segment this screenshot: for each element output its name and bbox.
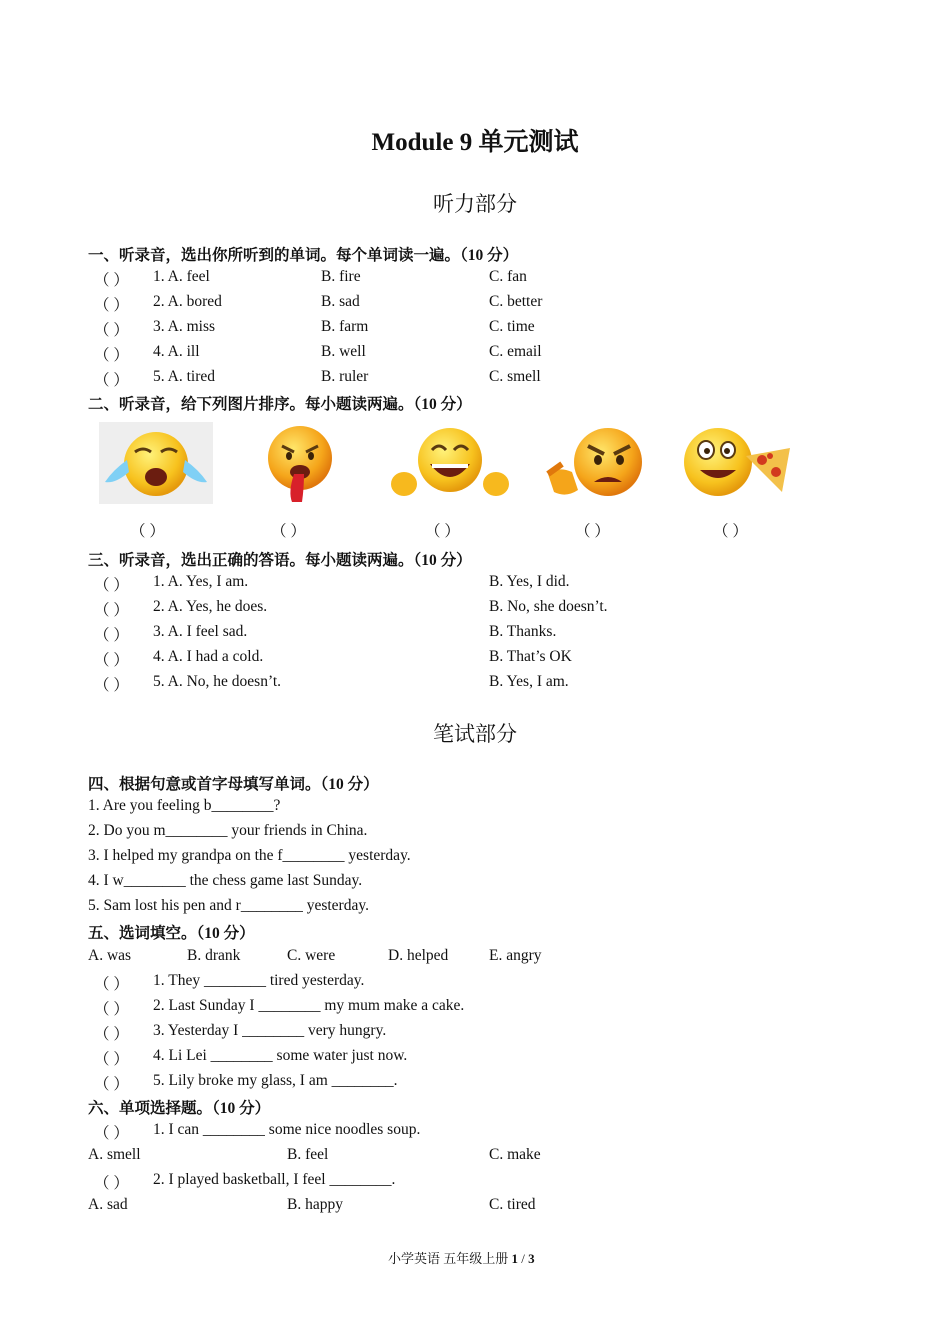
option-a: 5. A. tired (153, 368, 215, 385)
option-c: C. make (489, 1146, 541, 1163)
section-3-heading: 三、听录音，选出正确的答语。每小题读两遍。（10 分） (88, 552, 472, 569)
option-b: B. well (321, 343, 366, 360)
question-text: 1. I can ________ some nice noodles soup. (153, 1121, 421, 1138)
option-a: 2. A. bored (153, 293, 222, 310)
option-b: B. farm (321, 318, 369, 335)
option-b: B. feel (287, 1146, 329, 1163)
page-separator: / (518, 1251, 529, 1266)
option-a: 3. A. miss (153, 318, 216, 335)
page-title: Module 9 单元测试 (371, 129, 579, 156)
answer-paren[interactable]: （ ） (94, 652, 129, 669)
option-b: B. ruler (321, 368, 369, 385)
option-b: B. fire (321, 268, 361, 285)
fill-in-item: 4. I w________ the chess game last Sunday. (88, 872, 363, 889)
question-text: 2. Last Sunday I ________ my mum make a cake. (153, 997, 465, 1014)
word-option: A. was (88, 947, 132, 964)
section-2-heading: 二、听录音，给下列图片排序。每小题读两遍。（10 分） (88, 396, 472, 413)
answer-paren[interactable]: （ ） (94, 627, 129, 644)
option-a: 1. A. Yes, I am. (153, 573, 249, 590)
answer-paren[interactable]: （ ） (94, 372, 129, 389)
word-option: D. helped (388, 947, 449, 964)
answer-paren[interactable]: （ ） (94, 1076, 129, 1093)
sick-face-icon (262, 422, 340, 504)
answer-paren[interactable]: （ ） (94, 976, 129, 993)
angry-face-icon (546, 422, 650, 504)
laughing-face-icon (390, 422, 510, 504)
answer-paren[interactable]: （ ） (94, 272, 129, 289)
answer-paren[interactable]: （ ） (94, 322, 129, 339)
picture-paren-3[interactable]: （ ） (425, 523, 460, 540)
eating-pizza-face-icon (680, 422, 794, 504)
option-c: C. time (489, 318, 535, 335)
picture-paren-5[interactable]: （ ） (713, 523, 748, 540)
page-total: 3 (528, 1251, 535, 1266)
page-footer (388, 1248, 535, 1267)
fill-in-item: 1. Are you feeling b________? (88, 797, 281, 814)
option-c: C. fan (489, 268, 527, 285)
option-b: B. sad (321, 293, 360, 310)
answer-paren[interactable]: （ ） (94, 1026, 129, 1043)
picture-paren-4[interactable]: （ ） (575, 523, 610, 540)
option-a: 1. A. feel (153, 268, 210, 285)
answer-paren[interactable]: （ ） (94, 297, 129, 314)
option-c: C. smell (489, 368, 541, 385)
option-c: C. email (489, 343, 542, 360)
option-a: 4. A. I had a cold. (153, 648, 264, 665)
answer-paren[interactable]: （ ） (94, 1051, 129, 1068)
option-a: 4. A. ill (153, 343, 200, 360)
option-a: 5. A. No, he doesn’t. (153, 673, 282, 690)
question-text: 3. Yesterday I ________ very hungry. (153, 1022, 387, 1039)
option-a: A. smell (88, 1146, 141, 1163)
question-text: 4. Li Lei ________ some water just now. (153, 1047, 408, 1064)
section-6-heading: 六、单项选择题。（10 分） (88, 1100, 271, 1117)
listening-part-title: 听力部分 (433, 192, 517, 216)
fill-in-item: 3. I helped my grandpa on the f________ yesterday. (88, 847, 411, 864)
option-b: B. Yes, I did. (489, 573, 570, 590)
answer-paren[interactable]: （ ） (94, 577, 129, 594)
fill-in-item: 5. Sam lost his pen and r________ yesterday. (88, 897, 369, 914)
picture-paren-1[interactable]: （ ） (130, 523, 165, 540)
answer-paren[interactable]: （ ） (94, 347, 129, 364)
crying-face-icon (99, 422, 213, 504)
option-a: A. sad (88, 1196, 128, 1213)
option-a: 3. A. I feel sad. (153, 623, 248, 640)
word-option: E. angry (489, 947, 542, 964)
answer-paren[interactable]: （ ） (94, 602, 129, 619)
section-5-heading: 五、选词填空。（10 分） (88, 925, 255, 942)
page-number: 1 (511, 1251, 519, 1266)
answer-paren[interactable]: （ ） (94, 1001, 129, 1018)
section-1-heading: 一、听录音，选出你所听到的单词。每个单词读一遍。（10 分） (88, 247, 519, 264)
option-b: B. That’s OK (489, 648, 572, 665)
question-text: 2. I played basketball, I feel ________. (153, 1171, 396, 1188)
answer-paren[interactable]: （ ） (94, 1125, 129, 1142)
option-b: B. Thanks. (489, 623, 557, 640)
section-4-heading: 四、根据句意或首字母填写单词。（10 分） (88, 776, 379, 793)
question-text: 5. Lily broke my glass, I am ________. (153, 1072, 398, 1089)
option-c: C. tired (489, 1196, 536, 1213)
writing-part-title: 笔试部分 (433, 722, 517, 746)
question-text: 1. They ________ tired yesterday. (153, 972, 365, 989)
word-option: C. were (287, 947, 336, 964)
option-b: B. Yes, I am. (489, 673, 569, 690)
word-option: B. drank (187, 947, 241, 964)
fill-in-item: 2. Do you m________ your friends in China. (88, 822, 368, 839)
option-c: C. better (489, 293, 543, 310)
option-b: B. happy (287, 1196, 343, 1213)
picture-paren-2[interactable]: （ ） (271, 523, 306, 540)
option-b: B. No, she doesn’t. (489, 598, 608, 615)
answer-paren[interactable]: （ ） (94, 677, 129, 694)
footer-label: 小学英语 五年级上册 (388, 1251, 512, 1266)
option-a: 2. A. Yes, he does. (153, 598, 268, 615)
answer-paren[interactable]: （ ） (94, 1175, 129, 1192)
